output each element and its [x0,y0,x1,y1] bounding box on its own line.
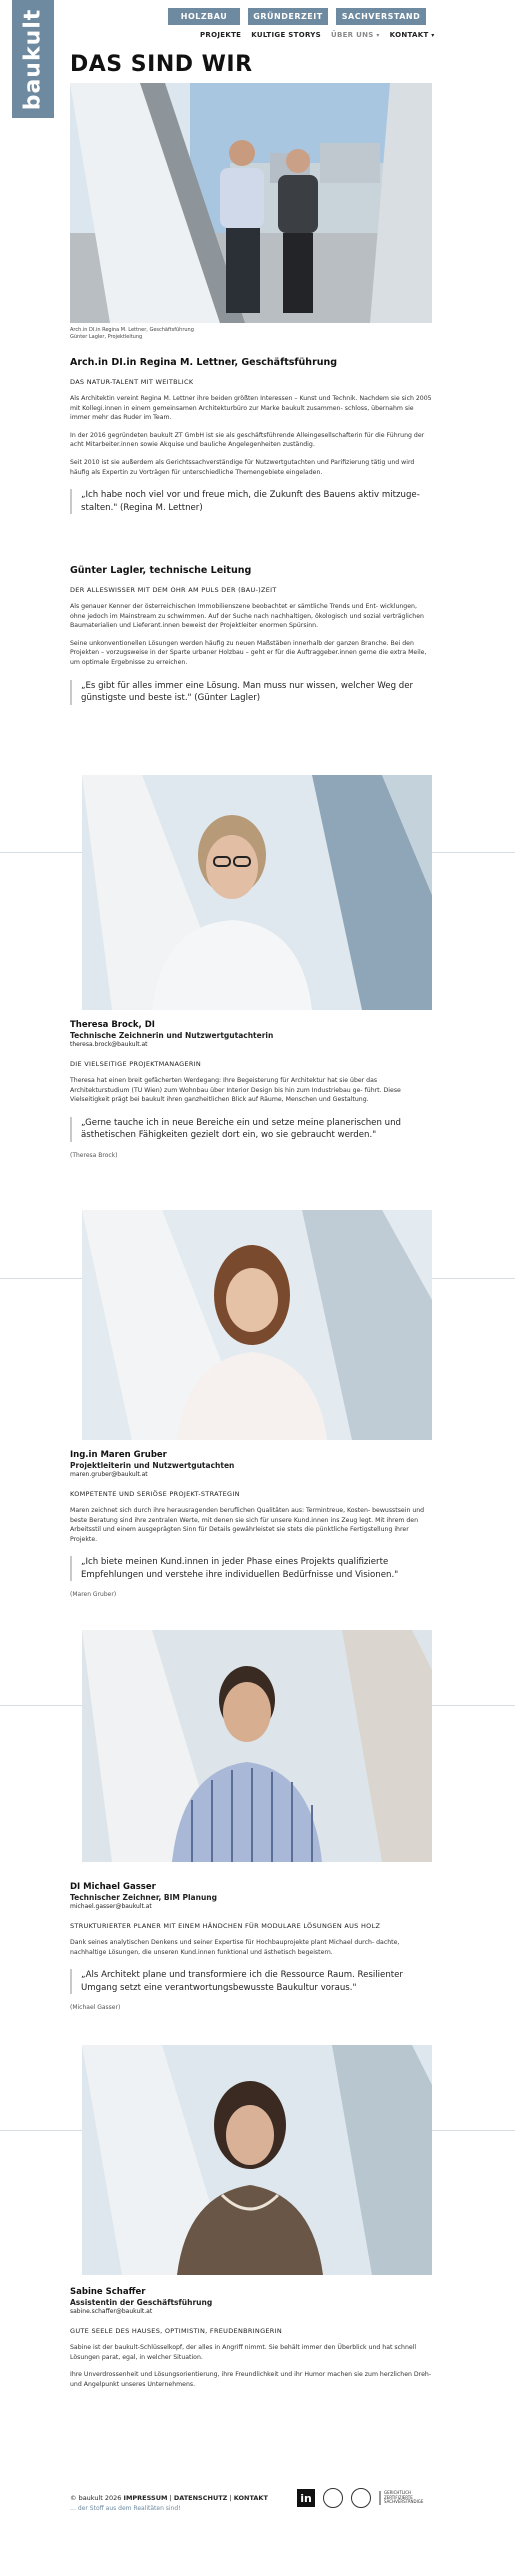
sabine-role: Assistentin der Geschäftsführung [70,2298,213,2307]
maren-section [70,1450,432,1598]
michael-p1: Dank seines analytischen Denkens und seiner Expertise für Hochbauprojekte plant Michael durch- dachte, nachhaltige Lösungen, die unseren Kund.innen funktional und ästhetisch begeistern. [70,1939,400,1956]
footer [70,2489,432,2512]
guenter-quote: „Es gibt für alles immer eine Lösung. Man muss nur wissen, welcher Weg der günstigste und beste ist." (Günter Lagler) [70,680,432,705]
linkedin-icon[interactable]: in [297,2489,315,2507]
michael-role: Technischer Zeichner, BIM Planung [70,1893,218,1902]
michael-section [70,1882,432,2011]
nav-gruenderzeit[interactable]: GRÜNDERZEIT [248,8,328,25]
nav-ueber-uns[interactable] [331,31,380,39]
baukult-logo[interactable] [12,0,54,118]
theresa-quote: „Gerne tauche ich in neue Bereiche ein und setze meine planerischen und ästhetischen Fähigkeiten gezielt dort ein, wo sie gebraucht werden." [70,1117,432,1142]
theresa-p1: Theresa hat einen breit gefächerten Werdegang: Ihre Begeisterung für Architektur hat sie über das Architekturstudium (TU Wien) zum Wohnbau über Interior Design bis hin zum Industriebau ge- führt. Diese Vielseitigkeit prägt bei baukult ihren ganzheitlichen Blick auf Räume, Menschen und Gestaltung. [70,1077,401,1104]
maren-tag: KOMPETENTE UND SERIÖSE PROJEKT-STRATEGIN [70,1490,240,1498]
nav-kontakt[interactable] [390,31,435,39]
regina-tag: DAS NATUR-TALENT MIT WEITBLICK [70,378,194,386]
theresa-photo [82,775,432,1010]
page-title: DAS SIND WIR [70,52,253,77]
kontakt-link[interactable]: KONTAKT [233,2494,268,2502]
nav-ueber-uns-label: ÜBER UNS [330,31,374,39]
regina-p3: Seit 2010 ist sie außerdem als Gerichtssachverständige für Nutzwertgutachten und Parifizierung tätig und wird häufig als Expertin zu Vorträgen für unterschiedliche Themengebiete eingeladen. [70,459,415,476]
michael-tag: STRUKTURIERTER PLANER MIT EINEM HÄNDCHEN FÜR MODULARE LÖSUNGEN AUS HOLZ [70,1922,381,1930]
regina-quote: „Ich habe noch viel vor und freue mich, die Zukunft des Bauens aktiv mitzuge- stalten." (Regina M. Lettner) [70,489,432,514]
guenter-tag: DER ALLESWISSER MIT DEM OHR AM PULS DER (BAU-)ZEIT [70,586,277,594]
chevron-down-icon: ▾ [431,32,435,39]
sub-navigation [200,31,435,39]
copyright: © baukult 2026 [70,2494,122,2502]
sabine-name: Sabine Schaffer [70,2287,146,2297]
maren-p1: Maren zeichnet sich durch ihre herausragenden beruflichen Qualitäten aus: Termintreue, Kosten- bewusstsein und beste Beratung sind ihre zentralen Werte, mit denen sie sich für unsere Kund.innen ins Zeug legt. Mit ihrem den Arbeitsstil und einem ausgeprägten Sinn für Details gewährleistet sie stets die pünktliche Fertigstellung ihrer Projekte. [70,1507,425,1543]
guenter-section [70,565,432,715]
nav-holzbau[interactable]: HOLZBAU [168,8,240,25]
theresa-name: Theresa Brock, DI [70,1020,155,1030]
sabine-email[interactable]: sabine.schaffer@baukult.at [70,2308,153,2315]
nav-kontakt-label: KONTAKT [389,31,429,39]
caption-line-2: Günter Lagler, Projektleitung [70,334,143,340]
sabine-p1: Sabine ist der baukult-Schlüsselkopf, der alles in Angriff nimmt. Sie behält immer den Überblick und hat schnell Lösungen parat, egal, in welcher Situation. [70,2344,417,2361]
chevron-down-icon: ▾ [376,32,380,39]
theresa-tag: DIE VIELSEITIGE PROJEKTMANAGERIN [70,1060,202,1068]
impressum-link[interactable]: IMPRESSUM [123,2494,168,2502]
separator: | [169,2494,172,2502]
guenter-p2: Seine unkonventionellen Lösungen werden häufig zu neuen Maßstäben innerhalb der ganzen Branche. Bei den Projekten – vorzugsweise in der Sparte urbaner Holzbau – geht er für die Auftraggeber.innen gerne die extra Meile, um optimale Ergebnisse zu erreichen. [70,639,427,667]
maren-photo [82,1210,432,1440]
maren-name: Ing.in Maren Gruber [70,1450,167,1460]
michael-credit: (Michael Gasser) [70,2004,121,2012]
emblem-icon [351,2488,371,2508]
logo-text: baukult [20,8,46,110]
caption-line-1: Arch.in DI.in Regina M. Lettner, Geschäftsführung [70,327,194,333]
hero-caption [70,327,194,341]
nav-kultige-storys[interactable]: KULTIGE STORYS [251,31,321,39]
regina-section [70,357,432,524]
theresa-role: Technische Zeichnerin und Nutzwertgutachterin [70,1031,274,1040]
nav-projekte[interactable]: PROJEKTE [200,31,242,39]
guenter-p1: Als genauer Kenner der österreichischen Immobilienszene beobachtet er sämtliche Trends und Ent- wicklungen, ohne jedoch im Mainstream zu schwimmen. Auf der Suche nach nachhaltigen, ökologisch und sozial verträglichen Baumaterialien und Lieferant.innen beweist der Projektleiter enormen Spürsinn. [70,603,424,630]
sabine-p2: Ihre Unverdrossenheit und Lösungsorientierung, ihre Freundlichkeit und ihr Humor machen sie zum herzlichen Dreh- und Angelpunkt unseres Unternehmens. [70,2371,432,2388]
theresa-email[interactable]: theresa.brock@baukult.at [70,1041,148,1048]
footer-icons [297,2488,432,2508]
maren-email[interactable]: maren.gruber@baukult.at [70,1471,148,1478]
michael-quote: „Als Architekt plane und transformiere ich die Ressource Raum. Resilienter Umgang setzt eine verantwortungsbewusste Baukultur voraus." [70,1969,432,1994]
nav-sachverstand[interactable]: SACHVERSTAND [336,8,426,25]
regina-heading: Arch.in DI.in Regina M. Lettner, Geschäftsführung [70,357,338,368]
michael-email[interactable]: michael.gasser@baukult.at [70,1903,152,1910]
sabine-photo [82,2045,432,2275]
seal-icon [323,2488,343,2508]
maren-role: Projektleiterin und Nutzwertgutachten [70,1461,235,1470]
separator: | [229,2494,232,2502]
sachverstaendige-badge: GERICHTLICH ZERTIFIZIERTE SACHVERSTÄNDIGE [379,2491,432,2505]
team-photo [70,83,432,323]
top-navigation [168,8,426,25]
maren-credit: (Maren Gruber) [70,1591,117,1599]
michael-photo [82,1630,432,1862]
theresa-section [70,1020,432,1159]
datenschutz-link[interactable]: DATENSCHUTZ [173,2494,228,2502]
michael-name: DI Michael Gasser [70,1882,156,1892]
theresa-credit: (Theresa Brock) [70,1151,118,1159]
regina-p2: In der 2016 gegründeten baukult ZT GmbH ist sie als geschäftsführende Alleingesellschafterin für die Führung der acht Mitarbeiter.innen sowie Akquise und bauliche Angelegenheiten zuständig. [70,431,425,449]
regina-p1: Als Architektin vereint Regina M. Lettner ihre beiden größten Interessen – Kunst und Technik. Nachdem sie sich 2005 mit Kollegi.innen in einem gemeinsamen Architekturbüro zur Marke baukult zusammen- schloss, übernahm sie immer mehr das Ruder im Team. [70,395,432,422]
maren-quote: „Ich biete meinen Kund.innen in jeder Phase eines Projekts qualifizierte Empfehlungen und verstehe ihre individuellen Bedürfnisse und Visionen." [70,1556,432,1581]
guenter-heading: Günter Lagler, technische Leitung [70,565,252,576]
footer-tagline: … der Stoff aus dem Realitäten sind! [70,2505,181,2512]
sabine-tag: GUTE SEELE DES HAUSES, OPTIMISTIN, FREUDENBRINGERIN [70,2327,283,2335]
sabine-section [70,2287,432,2397]
